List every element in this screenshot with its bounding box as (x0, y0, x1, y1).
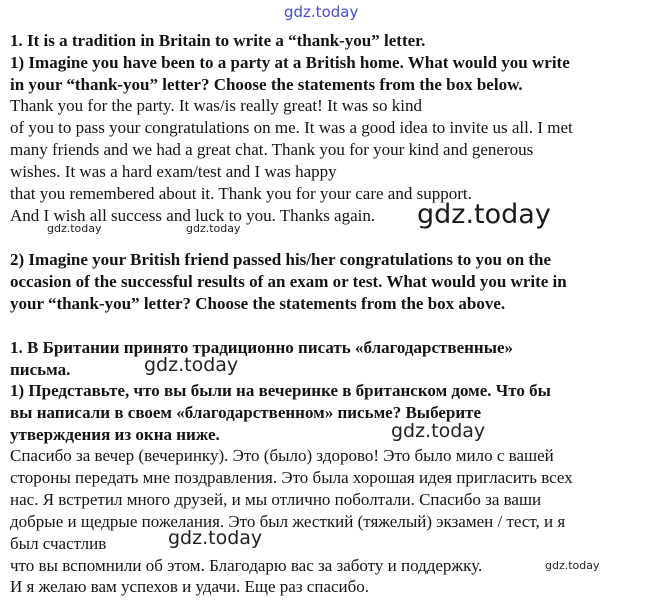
box-text-ru-line: добрые и щедрые пожелания. Это был жесткий (тяжелый) экзамен / тест, и я (10, 512, 566, 531)
watermark-small: gdz.today (47, 222, 102, 235)
box-text-en-line: of you to pass your congratulations on me. It was a good idea to invite us all. I met (10, 118, 573, 137)
question-1-en-line: in your “thank-you” letter? Choose the statements from the box below. (10, 75, 523, 94)
box-text-en-line: And I wish all success and luck to you. Thanks again. (10, 206, 376, 225)
box-text-ru-line: что вы вспомнили об этом. Благодарю вас за заботу и поддержку. (10, 556, 483, 575)
box-text-ru-line: И я желаю вам успехов и удачи. Еще раз спасибо. (10, 577, 370, 596)
box-text-en-line: Thank you for the party. It was/is really great! It was so kind (10, 96, 422, 115)
watermark-small: gdz.today (186, 222, 241, 235)
watermark-small: gdz.today (545, 559, 600, 572)
watermark-top: gdz.today (284, 3, 359, 21)
box-text-en-line: that you remembered about it. Thank you for your care and support. (10, 184, 472, 203)
task-title-ru-line: 1. В Британии принято традиционно писать «благодарственные» (10, 338, 514, 357)
question-1-en-line: 1) Imagine you have been to a party at a British home. What would you write (10, 53, 570, 72)
box-text-en-line: wishes. It was a hard exam/test and I was happy (10, 162, 337, 181)
question-1-ru-line: 1) Представьте, что вы были на вечеринке в британском доме. Что бы (10, 381, 551, 400)
box-text-ru-line: нас. Я встретил много друзей, и мы отлично поболтали. Спасибо за ваши (10, 490, 542, 509)
task-title-en: 1. It is a tradition in Britain to write a “thank-you” letter. (10, 31, 426, 50)
box-text-en-line: many friends and we had a great chat. Thank you for your kind and generous (10, 140, 534, 159)
box-text-ru-line: стороны передать мне поздравления. Это была хорошая идея пригласить всех (10, 468, 573, 487)
task-title-ru-line: письма. (10, 360, 71, 379)
question-2-en-line: your “thank-you” letter? Choose the statements from the box above. (10, 294, 506, 313)
question-1-ru-line: вы написали в своем «благодарственном» письме? Выберите (10, 403, 482, 422)
box-text-ru-line: был счастлив (10, 534, 107, 553)
question-2-en-line: 2) Imagine your British friend passed his/her congratulations to you on the (10, 250, 552, 269)
watermark-medium: gdz.today (391, 420, 486, 442)
question-2-en-line: occasion of the successful results of an exam or test. What would you write in (10, 272, 567, 291)
box-text-ru-line: Спасибо за вечер (вечеринку). Это (было) здорово! Это было мило с вашей (10, 446, 554, 465)
watermark-medium: gdz.today (168, 527, 263, 549)
watermark-medium: gdz.today (144, 354, 239, 376)
watermark-large: gdz.today (417, 199, 551, 230)
question-1-ru-line: утверждения из окна ниже. (10, 425, 220, 444)
